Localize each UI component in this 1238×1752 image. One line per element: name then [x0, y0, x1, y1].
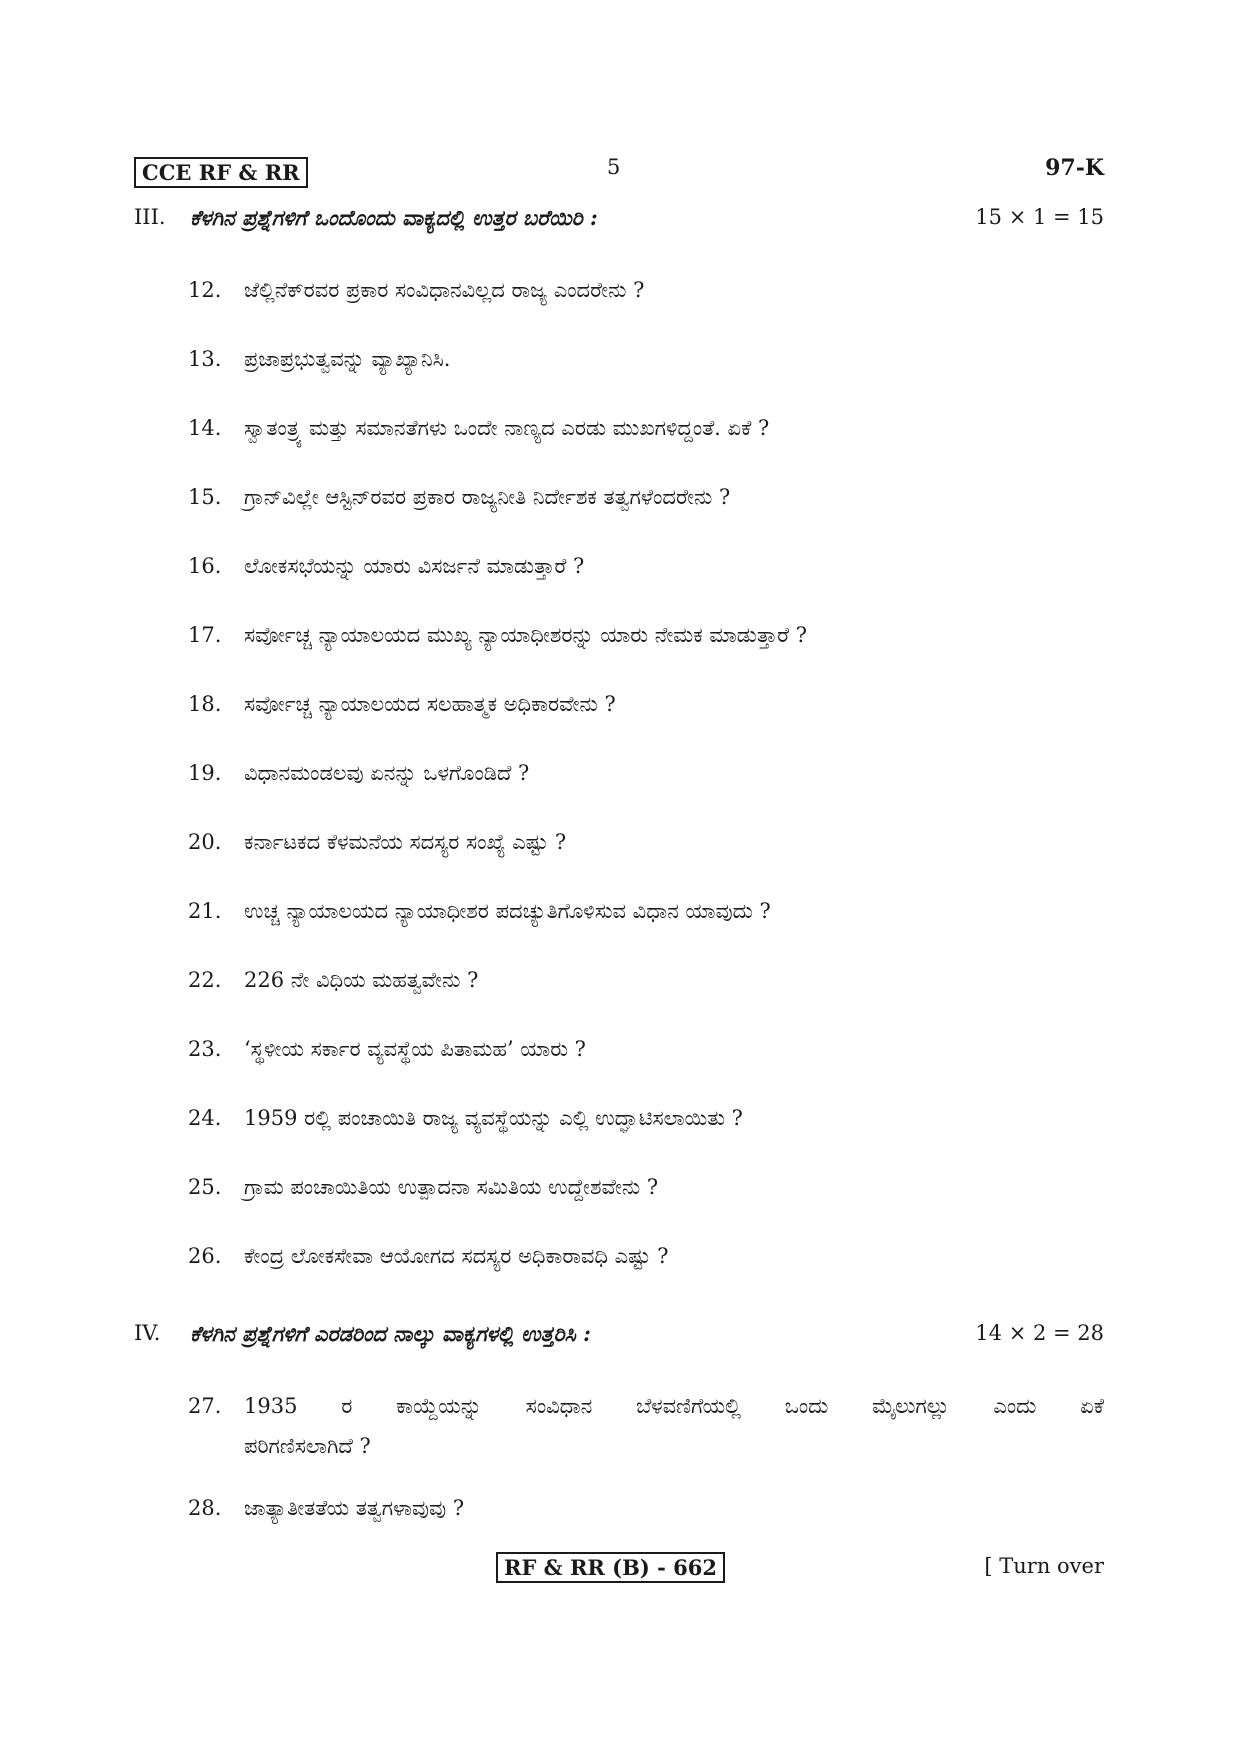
question-number: 20. — [188, 830, 222, 854]
question-number: 25. — [188, 1175, 222, 1199]
question-number: 24. — [188, 1106, 222, 1130]
section-title: ಕೆಳಗಿನ ಪ್ರಶ್ನೆಗಳಿಗೆ ಒಂದೊಂದು ವಾಕ್ಯದಲ್ಲಿ ಉತ್ತರ ಬರೆಯಿರಿ : — [190, 205, 598, 230]
section-iv-heading — [134, 1321, 1104, 1361]
section-numeral: III. — [134, 205, 166, 229]
question-text: 226 ನೇ ವಿಧಿಯ ಮಹತ್ವವೇನು ? — [244, 968, 479, 992]
question-number: 14. — [188, 416, 222, 440]
turn-over-note: [ Turn over — [984, 1554, 1104, 1578]
paper-code: 97-K — [1045, 155, 1104, 181]
page-footer — [134, 1552, 1104, 1592]
question-text: ‘ಸ್ಥಳೀಯ ಸರ್ಕಾರ ವ್ಯವಸ್ಥೆಯ ಪಿತಾಮಹ’ ಯಾರು ? — [244, 1037, 586, 1061]
question-number: 26. — [188, 1244, 222, 1268]
section-numeral: IV. — [134, 1321, 161, 1345]
question-number: 27. — [188, 1394, 222, 1418]
question-number: 17. — [188, 623, 222, 647]
question-text: ಜಾತ್ಯಾತೀತತೆಯ ತತ್ವಗಳಾವುವು ? — [244, 1496, 465, 1520]
question-number: 15. — [188, 485, 222, 509]
question-text: ಗ್ರಾಮ ಪಂಚಾಯಿತಿಯ ಉತ್ಪಾದನಾ ಸಮಿತಿಯ ಉದ್ದೇಶವೇನು ? — [244, 1175, 659, 1199]
page-header — [134, 153, 1104, 193]
question-text: ಕರ್ನಾಟಕದ ಕೆಳಮನೆಯ ಸದಸ್ಯರ ಸಂಖ್ಯೆ ಎಷ್ಟು ? — [244, 830, 567, 854]
section-marks: 14 × 2 = 28 — [975, 1321, 1104, 1345]
question-text: ಗ್ರಾನ್‌ವಿಲ್ಲೇ ಆಸ್ಟಿನ್‌ರವರ ಪ್ರಕಾರ ರಾಜ್ಯನೀತಿ ನಿರ್ದೇಶಕ ತತ್ವಗಳೆಂದರೇನು ? — [244, 485, 731, 509]
header-code-box: CCE RF & RR — [134, 157, 308, 188]
section-iii-heading — [134, 205, 1104, 245]
question-text-line2: ಪರಿಗಣಿಸಲಾಗಿದೆ ? — [244, 1434, 371, 1458]
question-number: 12. — [188, 278, 222, 302]
question-text: ಸ್ವಾತಂತ್ರ್ಯ ಮತ್ತು ಸಮಾನತೆಗಳು ಒಂದೇ ನಾಣ್ಯದ ಎರಡು ಮುಖಗಳಿದ್ದಂತೆ. ಏಕೆ ? — [244, 416, 770, 440]
question-number: 13. — [188, 347, 222, 371]
question-item — [188, 1386, 1104, 1476]
question-text: ಸರ್ವೋಚ್ಚ ನ್ಯಾಯಾಲಯದ ಸಲಹಾತ್ಮಕ ಅಧಿಕಾರವೇನು ? — [244, 692, 616, 716]
question-number: 18. — [188, 692, 222, 716]
section-marks: 15 × 1 = 15 — [975, 205, 1104, 229]
question-text-line1: 1935 ರ ಕಾಯ್ದೆಯನ್ನು ಸಂವಿಧಾನ ಬೆಳವಣಿಗೆಯಲ್ಲಿ ಒಂದು ಮೈಲುಗಲ್ಲು ಎಂದು ಏಕೆ — [244, 1394, 1104, 1418]
question-text: ಉಚ್ಚ ನ್ಯಾಯಾಲಯದ ನ್ಯಾಯಾಧೀಶರ ಪದಚ್ಯುತಿಗೊಳಿಸುವ ವಿಧಾನ ಯಾವುದು ? — [244, 899, 771, 923]
question-text: ಸರ್ವೋಚ್ಚ ನ್ಯಾಯಾಲಯದ ಮುಖ್ಯ ನ್ಯಾಯಾಧೀಶರನ್ನು ಯಾರು ನೇಮಕ ಮಾಡುತ್ತಾರೆ ? — [244, 623, 808, 647]
question-number: 28. — [188, 1496, 222, 1520]
question-text: ಲೋಕಸಭೆಯನ್ನು ಯಾರು ವಿಸರ್ಜನೆ ಮಾಡುತ್ತಾರೆ ? — [244, 554, 585, 578]
page-number: 5 — [607, 155, 621, 179]
question-text: ವಿಧಾನಮಂಡಲವು ಏನನ್ನು ಒಳಗೊಂಡಿದೆ ? — [244, 761, 530, 785]
question-number: 19. — [188, 761, 222, 785]
footer-code-box: RF & RR (B) - 662 — [496, 1552, 725, 1583]
question-text: ಕೇಂದ್ರ ಲೋಕಸೇವಾ ಆಯೋಗದ ಸದಸ್ಯರ ಅಧಿಕಾರಾವಧಿ ಎಷ್ಟು ? — [244, 1244, 669, 1268]
question-number: 22. — [188, 968, 222, 992]
section-title: ಕೆಳಗಿನ ಪ್ರಶ್ನೆಗಳಿಗೆ ಎರಡರಿಂದ ನಾಲ್ಕು ವಾಕ್ಯಗಳಲ್ಲಿ ಉತ್ತರಿಸಿ : — [190, 1321, 591, 1346]
question-number: 23. — [188, 1037, 222, 1061]
question-number: 16. — [188, 554, 222, 578]
question-number: 21. — [188, 899, 222, 923]
question-text: ಜೆಲ್ಲಿನೆಕ್‌ರವರ ಪ್ರಕಾರ ಸಂವಿಧಾನವಿಲ್ಲದ ರಾಜ್ಯ ಎಂದರೇನು ? — [244, 278, 645, 302]
question-text: 1959 ರಲ್ಲಿ ಪಂಚಾಯಿತಿ ರಾಜ್ಯ ವ್ಯವಸ್ಥೆಯನ್ನು ಎಲ್ಲಿ ಉದ್ಘಾಟಿಸಲಾಯಿತು ? — [244, 1106, 743, 1130]
question-text: ಪ್ರಜಾಪ್ರಭುತ್ವವನ್ನು ವ್ಯಾಖ್ಯಾನಿಸಿ. — [244, 347, 451, 371]
